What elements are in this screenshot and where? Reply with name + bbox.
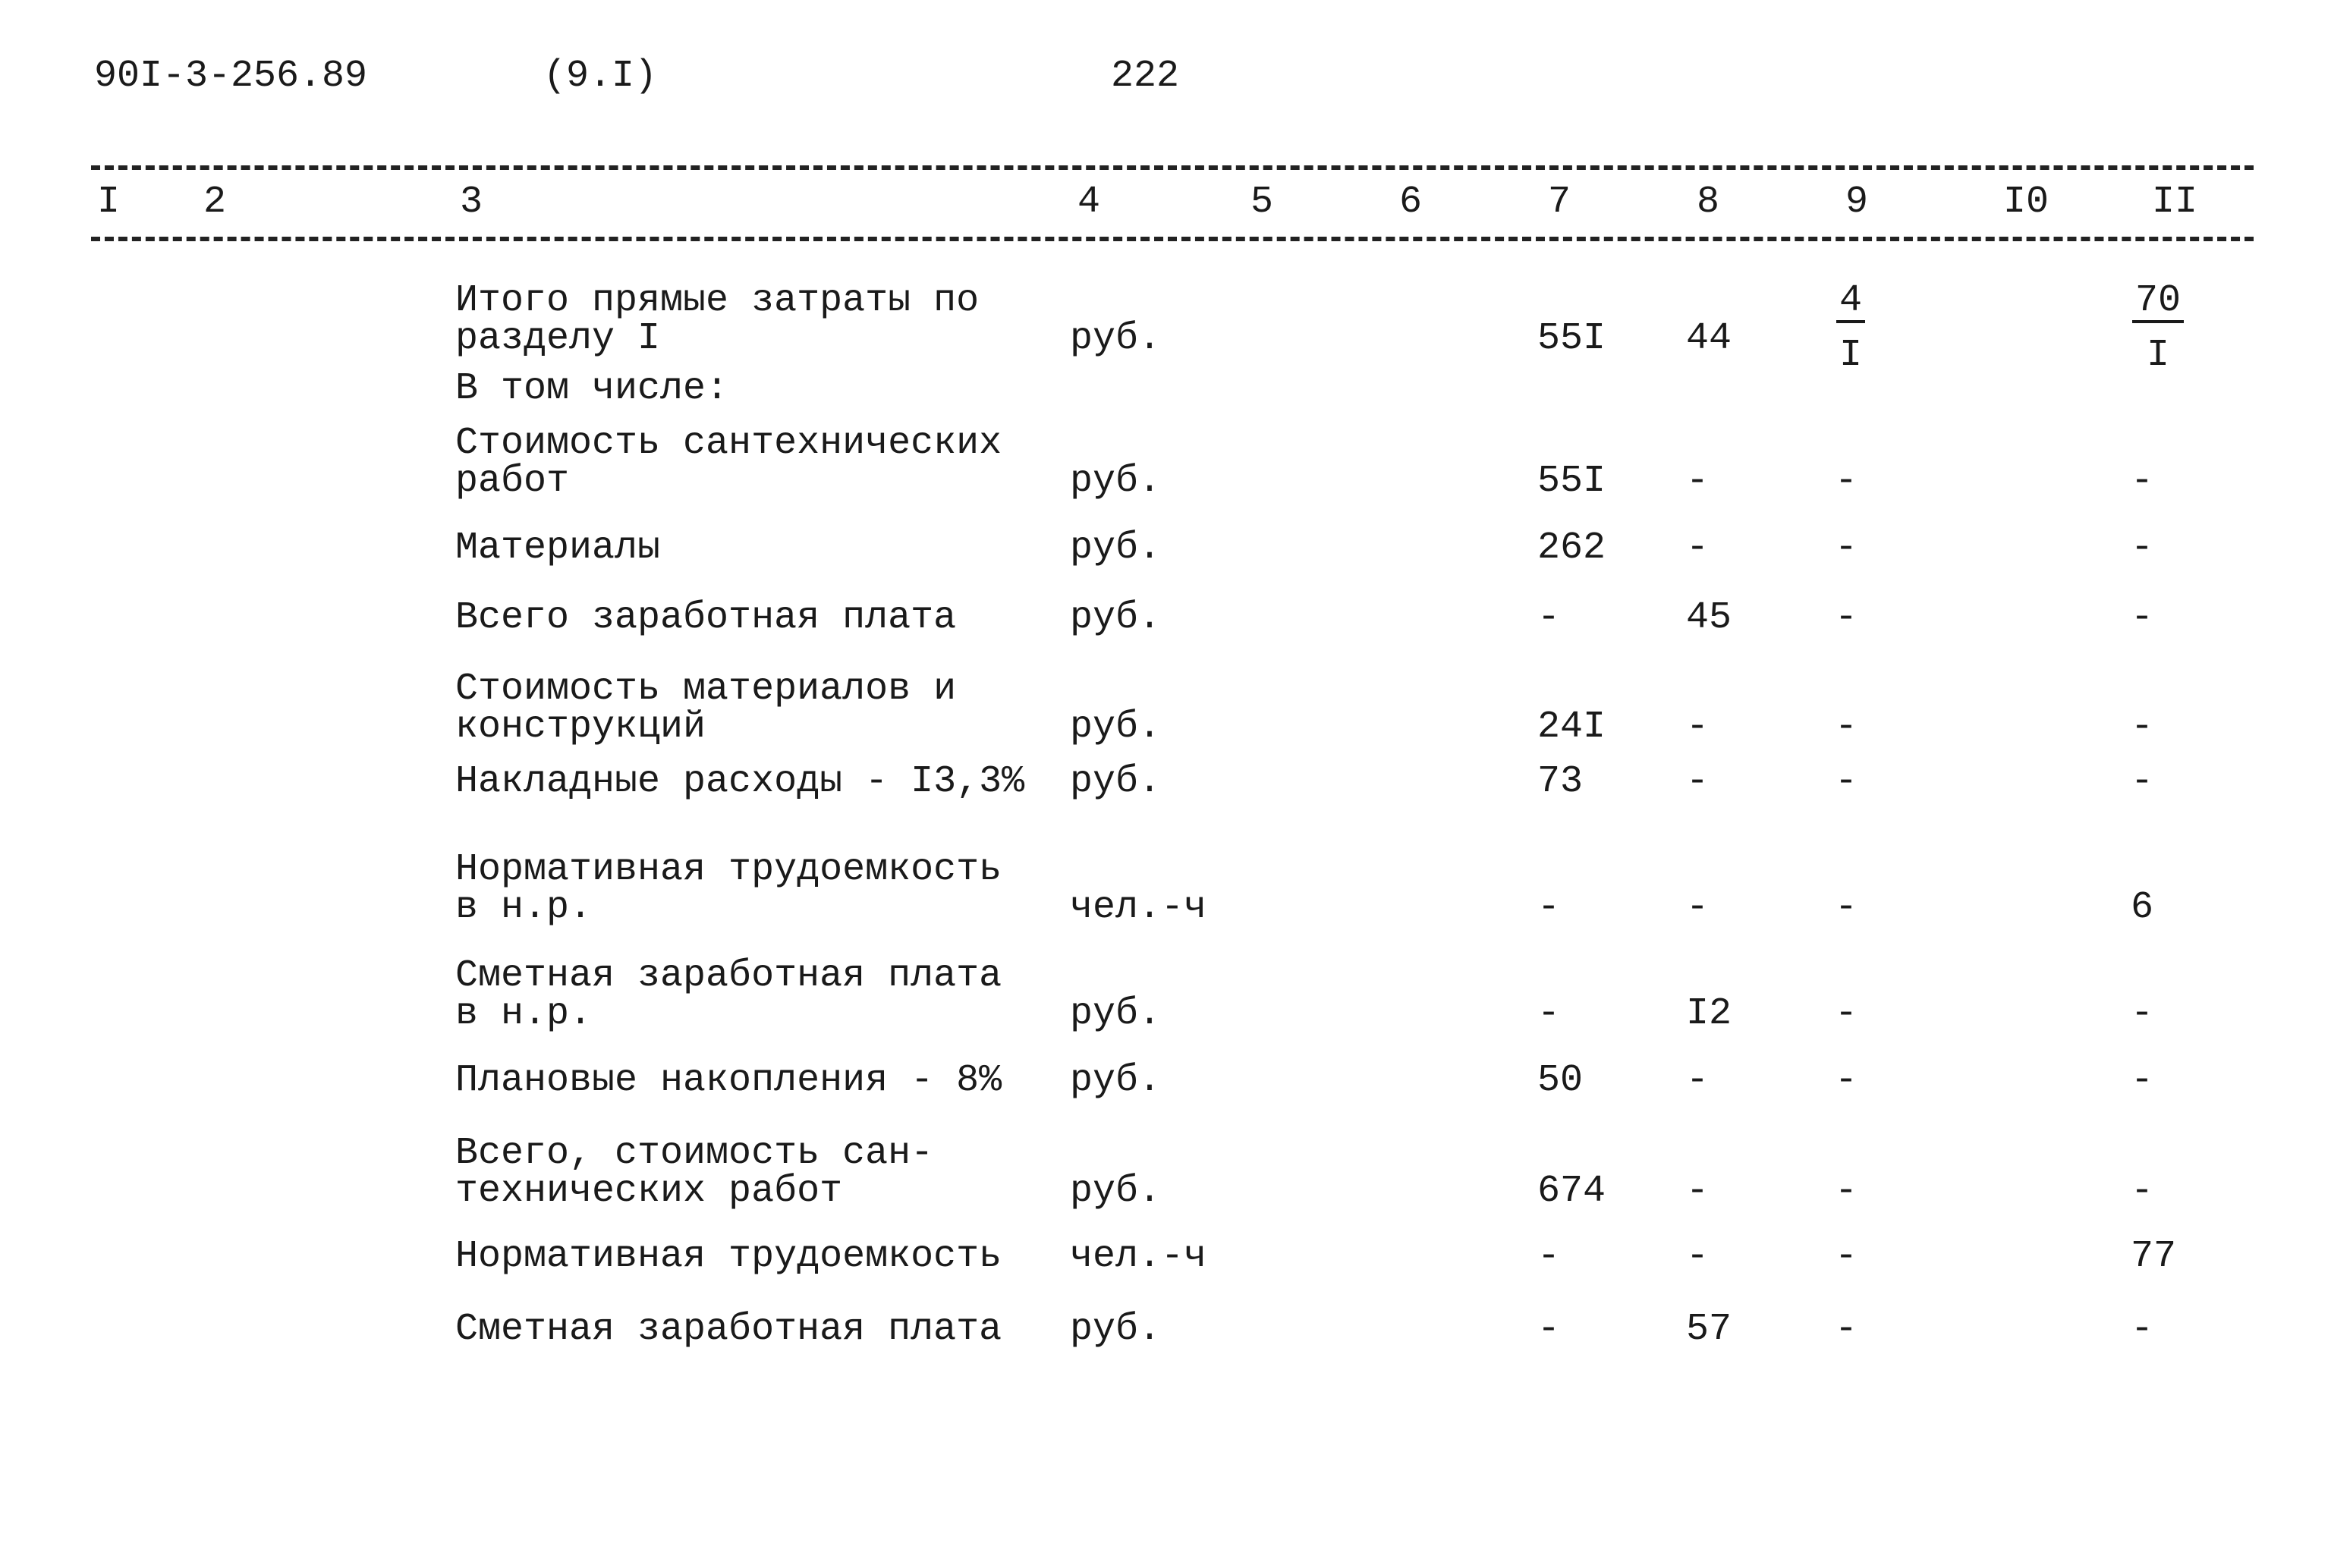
value-c11: - [2131, 526, 2154, 570]
value-c11: - [2131, 460, 2154, 503]
row-unit: руб. [1070, 526, 1162, 570]
value-c8: - [1686, 1235, 1710, 1278]
value-c7: 73 [1537, 760, 1584, 803]
value-c8: - [1686, 886, 1710, 929]
value-c9: - [1835, 1308, 1858, 1351]
value-c7: 55I [1537, 460, 1606, 503]
value-c7: - [1537, 1308, 1561, 1351]
value-c7: - [1537, 596, 1561, 639]
value-c9: - [1835, 526, 1858, 570]
value-c8: - [1686, 460, 1710, 503]
value-c8: - [1686, 705, 1710, 749]
row-description: Сметная заработная плата [455, 954, 1002, 998]
column-number-5: 5 [1250, 181, 1274, 224]
column-number-3: 3 [460, 181, 483, 224]
fraction-value-c11 [2132, 279, 2184, 377]
column-number-4: 4 [1077, 181, 1101, 224]
value-c11: - [2131, 992, 2154, 1035]
value-c11: - [2131, 705, 2154, 749]
row-unit: руб. [1070, 760, 1162, 803]
value-c9: - [1835, 1235, 1858, 1278]
row-unit: руб. [1070, 596, 1162, 639]
value-c9: - [1835, 760, 1858, 803]
value-c9: - [1835, 1059, 1858, 1102]
row-unit: руб. [1070, 705, 1162, 749]
value-c9: - [1835, 886, 1858, 929]
value-c11: - [2131, 760, 2154, 803]
row-description: разделу I [455, 317, 661, 360]
row-description: конструкций [455, 705, 706, 749]
row-description: Нормативная трудоемкость [455, 1235, 1002, 1278]
value-c8: - [1686, 760, 1710, 803]
value-c7: 50 [1537, 1059, 1584, 1102]
row-description: Итого прямые затраты по [455, 279, 980, 322]
row-description: Накладные расходы - I3,3% [455, 760, 1025, 803]
value-c7: - [1537, 992, 1561, 1035]
value-c9: - [1835, 460, 1858, 503]
row-description: Стоимость материалов и [455, 668, 957, 711]
column-number-10: I0 [2003, 181, 2049, 224]
value-c7: 55I [1537, 317, 1606, 360]
row-description: технических работ [455, 1170, 843, 1213]
row-description: Плановые накопления - 8% [455, 1059, 1002, 1102]
fraction-numerator: 4 [1836, 282, 1865, 323]
value-c9: - [1835, 992, 1858, 1035]
column-number-6: 6 [1399, 181, 1423, 224]
fraction-denominator: I [1839, 334, 1863, 377]
row-description: в н.р. [455, 992, 593, 1035]
value-c8: 57 [1686, 1308, 1732, 1351]
row-description: Стоимость сантехнических [455, 422, 1002, 465]
row-unit: руб. [1070, 1308, 1162, 1351]
row-description: Материалы [455, 526, 661, 570]
value-c7: 24I [1537, 705, 1606, 749]
row-unit: руб. [1070, 317, 1162, 360]
fraction-value-c9 [1836, 279, 1865, 377]
value-c8: 44 [1686, 317, 1732, 360]
row-description: Всего, стоимость сан- [455, 1132, 934, 1175]
fraction-numerator: 70 [2132, 282, 2184, 323]
row-unit: руб. [1070, 1059, 1162, 1102]
value-c11: - [2131, 1059, 2154, 1102]
value-c9: - [1835, 1170, 1858, 1213]
column-number-9: 9 [1845, 181, 1869, 224]
row-description: работ [455, 460, 570, 503]
value-c8: I2 [1686, 992, 1732, 1035]
value-c7: - [1537, 886, 1561, 929]
document-code: 90I-3-256.89 [94, 55, 368, 98]
row-description: В том числе: [455, 367, 729, 410]
value-c8: - [1686, 1059, 1710, 1102]
value-c11: - [2131, 596, 2154, 639]
fraction-denominator: I [2147, 334, 2170, 377]
value-c7: - [1537, 1235, 1561, 1278]
column-number-2: 2 [203, 181, 227, 224]
value-c7: 674 [1537, 1170, 1606, 1213]
row-unit: чел.-ч [1070, 886, 1207, 929]
value-c7: 262 [1537, 526, 1606, 570]
row-description: Сметная заработная плата [455, 1308, 1002, 1351]
row-unit: руб. [1070, 460, 1162, 503]
row-description: Всего заработная плата [455, 596, 957, 639]
value-c9: - [1835, 705, 1858, 749]
row-description: в н.р. [455, 886, 593, 929]
column-number-1: I [97, 181, 121, 224]
page-number: 222 [1111, 55, 1180, 98]
column-number-7: 7 [1548, 181, 1571, 224]
bottom-dashed-rule [91, 237, 2254, 241]
value-c8: - [1686, 526, 1710, 570]
column-number-11: II [2152, 181, 2198, 224]
value-c11: - [2131, 1308, 2154, 1351]
row-description: Нормативная трудоемкость [455, 848, 1002, 891]
section-number: (9.I) [543, 55, 658, 98]
row-unit: руб. [1070, 992, 1162, 1035]
row-unit: руб. [1070, 1170, 1162, 1213]
value-c11: 6 [2131, 886, 2154, 929]
column-number-8: 8 [1697, 181, 1720, 224]
top-dashed-rule [91, 165, 2254, 170]
value-c8: - [1686, 1170, 1710, 1213]
value-c9: - [1835, 596, 1858, 639]
value-c8: 45 [1686, 596, 1732, 639]
value-c11: - [2131, 1170, 2154, 1213]
row-unit: чел.-ч [1070, 1235, 1207, 1278]
value-c11: 77 [2131, 1235, 2177, 1278]
